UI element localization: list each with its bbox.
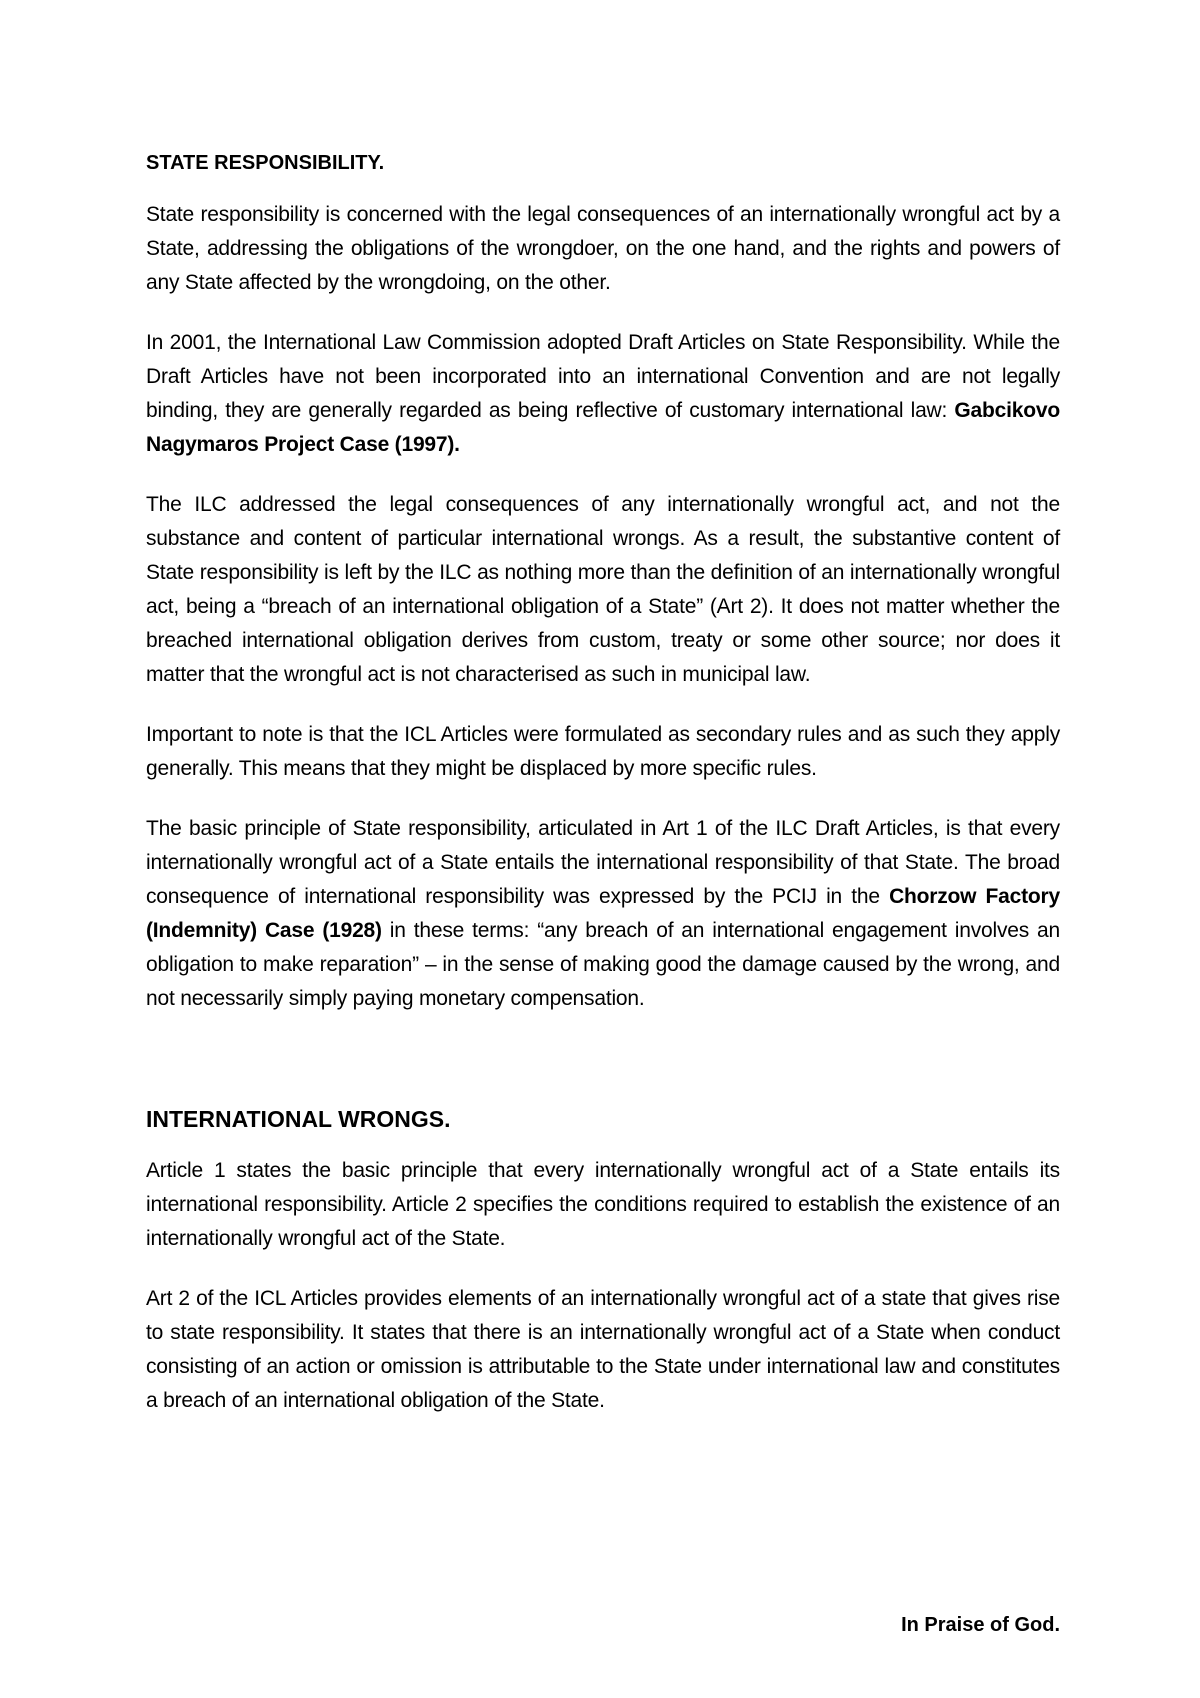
paragraph <box>146 1154 1060 1256</box>
section-title-international-wrongs: INTERNATIONAL WRONGS. <box>146 1106 451 1132</box>
paragraph-text: Article 1 states the basic principle that every internationally wrongful act of a State entails its international responsibility. Article 2 specifies the conditions required to establish the existence of an internationally wrongful act of the State. <box>146 1159 1060 1250</box>
paragraph-text: The ILC addressed the legal consequences of any internationally wrongful act, and not the substance and content of particular international wrongs. As a result, the substantive content of State responsibility is left by the ILC as nothing more than the definition of an internationally wrongful act, being a “breach of an international obligation of a State” (Art 2). It does not matter whether the breached international obligation derives from custom, treaty or some other source; nor does it matter that the wrongful act is not characterised as such in municipal law. <box>146 493 1060 686</box>
paragraph-text: Art 2 of the ICL Articles provides elements of an internationally wrongful act of a state that gives rise to state responsibility. It states that there is an internationally wrongful act of a State when conduct consisting of an action or omission is attributable to the State under international law and constitutes a breach of an international obligation of the State. <box>146 1287 1060 1412</box>
section-international-wrongs <box>146 1154 1060 1418</box>
paragraph <box>146 718 1060 786</box>
footer-text: In Praise of God. <box>901 1614 1060 1636</box>
paragraph-text: Important to note is that the ICL Articles were formulated as secondary rules and as such they apply generally. This means that they might be displaced by more specific rules. <box>146 723 1060 780</box>
paragraph-text: The basic principle of State responsibility, articulated in Art 1 of the ILC Draft Articles, is that every internationally wrongful act of a State entails the international responsibility of that State. The broad consequence of international responsibility was expressed by the PCIJ in the <box>146 817 1060 908</box>
section-title-state-responsibility: STATE RESPONSIBILITY. <box>146 152 385 174</box>
section-state-responsibility <box>146 198 1060 1016</box>
paragraph <box>146 326 1060 462</box>
paragraph-text: In 2001, the International Law Commission adopted Draft Articles on State Responsibility. While the Draft Articles have not been incorporated into an international Convention and are not legally binding, they are generally regarded as being reflective of customary international law: <box>146 331 1060 422</box>
paragraph <box>146 198 1060 300</box>
paragraph-text: State responsibility is concerned with the legal consequences of an internationally wrongful act by a State, addressing the obligations of the wrongdoer, on the one hand, and the rights and powers of any State affected by the wrongdoing, on the other. <box>146 203 1060 294</box>
paragraph <box>146 488 1060 692</box>
case-citation: Chorzow Factory (Indemnity) Case (1928) <box>146 885 1060 942</box>
paragraph <box>146 1282 1060 1418</box>
document-body <box>146 146 1060 1444</box>
paragraph <box>146 812 1060 1016</box>
section-spacer <box>146 1042 1060 1102</box>
paragraph-text: in these terms: “any breach of an international engagement involves an obligation to make reparation” – in the sense of making good the damage caused by the wrong, and not necessarily simply paying monetary compensation. <box>146 919 1060 1010</box>
case-citation: Gabcikovo Nagymaros Project Case (1997). <box>146 399 1060 456</box>
